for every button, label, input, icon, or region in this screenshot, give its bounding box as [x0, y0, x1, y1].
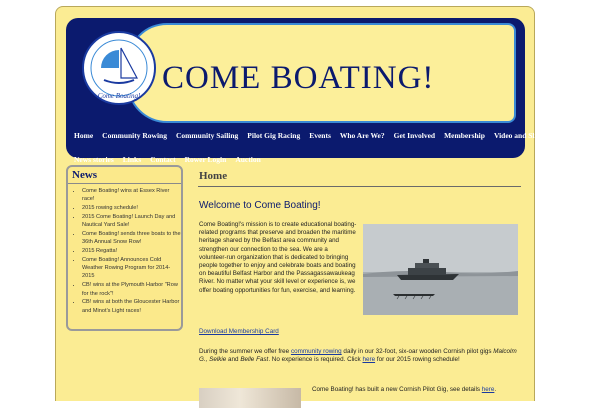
nav-news-stories[interactable]: News stories: [74, 154, 114, 164]
boat-names: Malcolm G., Selkie: [199, 348, 517, 364]
gig-text: Come Boating! has built a new Cornish Pilot Gig, see details: [312, 386, 482, 393]
nav-pilot-gig-racing[interactable]: Pilot Gig Racing: [247, 130, 301, 140]
news-item[interactable]: • Come Boating! Announces Cold Weather Rowing Program for 2014-2015: [82, 256, 181, 281]
summer-and: and: [226, 356, 241, 364]
nav-who-are-we[interactable]: Who Are We?: [339, 130, 385, 140]
summer-text-3: . No experience is required. Click: [268, 356, 363, 364]
nav-get-involved[interactable]: Get Involved: [393, 130, 436, 140]
gig-end: .: [494, 386, 497, 393]
page-wrapper: [55, 6, 564, 401]
schedule-here-link[interactable]: here: [362, 356, 376, 364]
main-content: [198, 170, 521, 393]
news-item[interactable]: • Come Boating! wins at Essex River race!: [82, 187, 181, 204]
nav-row-1: [66, 123, 564, 147]
news-item[interactable]: • Come Boating! sends three boats to the 36th Annual Snow Row!: [82, 230, 181, 247]
harbor-photo: [363, 224, 518, 315]
mission-text: Come Boating!'s mission is to create educational boating-related programs that preserve and broaden the maritime heritage shared by the Belfast area community and strengthen our connection to the sea. We are a volunteer-run organization that is dedicated to bringing people together to enjoy and celebrate boats and boating on beautiful Belfast Harbor and the Passagassawaukeag River. No matter what your skill level or experience is, we offer boating opportunities for fun, exercise, and learning.: [199, 221, 357, 294]
nav-events[interactable]: Events: [309, 130, 331, 140]
logo-text: Come Boating!: [97, 92, 141, 100]
summer-paragraph: [199, 348, 521, 365]
site-title: COME BOATING!: [162, 60, 435, 96]
nav-video-slideshows[interactable]: Video and Slideshows: [493, 130, 564, 140]
main-nav: [66, 123, 564, 171]
news-item[interactable]: • 2015 Come Boating! Launch Day and Nautical Yard Sale!: [82, 213, 181, 230]
nav-contact[interactable]: Contact: [150, 154, 176, 164]
logo-icon[interactable]: [79, 28, 159, 108]
news-item[interactable]: • 2015 rowing schedule!: [82, 204, 181, 212]
news-item[interactable]: • CB! wins at both the Gloucester Harbor and Minot's Light races!: [82, 298, 181, 315]
sidebar-heading: News: [68, 167, 181, 184]
summer-text-4: for our 2015 rowing schedule!: [375, 356, 460, 364]
gig-details-link[interactable]: here: [481, 386, 495, 393]
nav-auction[interactable]: Auction: [235, 154, 261, 164]
boat-name-3: Belle Fast: [240, 356, 269, 364]
nav-home[interactable]: Home: [74, 130, 94, 140]
site-header: [66, 18, 564, 164]
community-rowing-link[interactable]: community rowing: [290, 348, 342, 355]
nav-membership[interactable]: Membership: [444, 130, 485, 140]
nav-links[interactable]: Links: [122, 154, 142, 164]
welcome-heading: Welcome to Come Boating!: [199, 200, 321, 211]
download-membership-link[interactable]: Download Membership Card: [199, 328, 279, 335]
nav-community-rowing[interactable]: Community Rowing: [102, 130, 167, 140]
summer-text-2: daily in our 32-foot, six-oar wooden Cornish pilot gigs: [341, 348, 494, 355]
nav-community-sailing[interactable]: Community Sailing: [175, 130, 239, 140]
news-sidebar: [66, 165, 183, 331]
nav-rower-login[interactable]: Rower Login: [184, 154, 227, 164]
summer-text-1: During the summer we offer free: [199, 348, 291, 355]
news-list: [68, 187, 181, 315]
section-heading: Home: [198, 170, 521, 187]
gig-paragraph: [312, 386, 512, 394]
news-item[interactable]: • 2015 Regatta!: [82, 247, 181, 255]
gig-thumbnail[interactable]: [199, 388, 301, 408]
news-item[interactable]: • CB! wins at the Plymouth Harbor "Row for the rock"!: [82, 281, 181, 298]
